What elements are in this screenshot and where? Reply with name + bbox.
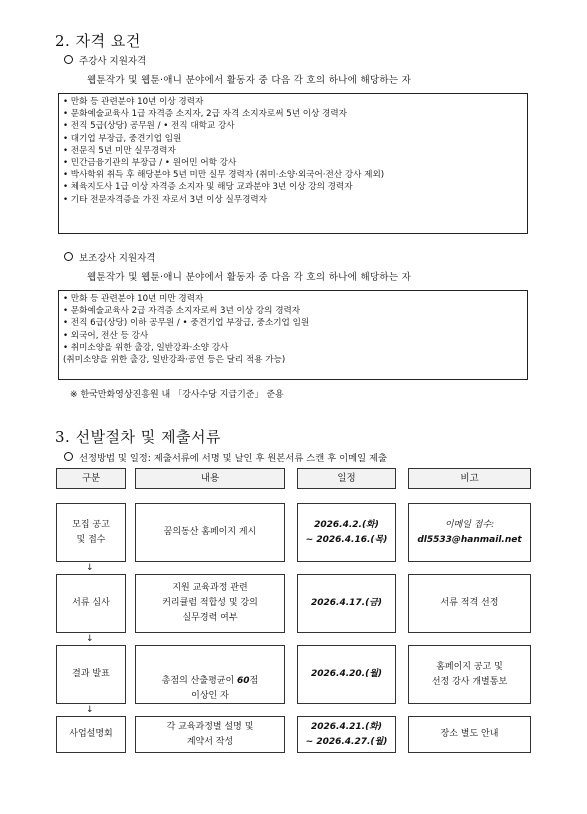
list-item: • 기타 전문자격증을 가진 자로서 3년 이상 실무경력자 [63, 194, 267, 205]
down-arrow-icon: ↓ [86, 705, 94, 715]
circle-bullet-icon [64, 55, 73, 64]
row-briefing-content: 각 교육과정별 설명 및 계약서 작성 [135, 716, 285, 753]
row-result-note: 홈페이지 공고 및 선정 강사 개별통보 [408, 645, 531, 704]
header-category: 구분 [56, 468, 126, 489]
down-arrow-icon: ↓ [86, 634, 94, 644]
selection-method [64, 450, 387, 464]
list-item: • 만화 등 관련분야 10년 미만 경력자 [63, 294, 204, 304]
email-label: 이메일 접수: [444, 519, 495, 530]
row-recruit-content: 꿈의동산 홈페이지 게시 [135, 503, 285, 562]
main-qualification-box [58, 93, 528, 234]
result-content-a: 총점의 산출평균이 [161, 676, 238, 686]
list-item: • 박사학위 취득 후 해당분야 5년 미만 실무 경력자 (취미·소양·외국어·전산 강사 제외) [63, 170, 385, 181]
selection-method-text: 선정방법 및 일정: 제출서류에 서명 및 날인 후 원본서류 스캔 후 이메일 제출 [79, 453, 388, 464]
row-recruit-category: 모집 공고 및 접수 [56, 503, 126, 562]
list-item: • 전문직 5년 미만 실무경력자 [63, 145, 176, 156]
list-item: • 문화예술교육사 2급 자격증 소지자로써 3년 이상 강의 경력자 [63, 306, 301, 317]
list-item: • 전직 6급(상당) 이하 공무원 / • 중견기업 부장급, 중소기업 임원 [63, 318, 310, 329]
section-3-title: 3. 선발절차 및 제출서류 [55, 428, 222, 446]
header-schedule: 일정 [297, 468, 396, 489]
assistant-instructor-desc: 웹툰작가 및 웹툰·애니 분야에서 활동자 중 다음 각 호의 하나에 해당하는 자 [87, 272, 412, 283]
circle-bullet-icon [64, 452, 73, 461]
assistant-instructor-heading-text: 보조강사 지원자격 [79, 253, 156, 264]
list-item: • 전직 5급(상당) 공무원 / • 전직 대학교 강사 [63, 121, 235, 132]
list-item: • 외국어, 전산 등 강사 [63, 330, 149, 341]
circle-bullet-icon [64, 252, 73, 261]
row-screening-schedule: 2026.4.17.(금) [297, 574, 396, 633]
result-content-score: 60 [237, 676, 250, 686]
main-instructor-heading-text: 주강사 지원자격 [79, 56, 147, 67]
down-arrow-icon: ↓ [86, 563, 94, 573]
row-recruit-note [408, 503, 531, 562]
list-item: • 민간금융기관의 부장급 / • 원어민 어학 강사 [63, 157, 237, 168]
section-2-title: 2. 자격 요건 [55, 32, 141, 50]
assistant-qualification-box [58, 290, 528, 380]
row-screening-category: 서류 심사 [56, 574, 126, 633]
row-screening-note: 서류 적격 선정 [408, 574, 531, 633]
list-item: • 만화 등 관련분야 10년 이상 경력자 [63, 97, 204, 107]
row-briefing-note: 장소 별도 안내 [408, 716, 531, 753]
allowance-note: ※ 한국만화영상진흥원 내 「강사수당 지급기준」 준용 [70, 390, 284, 400]
header-note: 비고 [408, 468, 531, 489]
row-briefing-schedule: 2026.4.21.(화) ~ 2026.4.27.(월) [297, 716, 396, 753]
assistant-instructor-heading [64, 250, 155, 264]
row-result-category: 결과 발표 [56, 645, 126, 704]
list-item: • 대기업 부장급, 중견기업 임원 [63, 133, 182, 144]
header-content: 내용 [135, 468, 285, 489]
row-briefing-category: 사업설명회 [56, 716, 126, 753]
row-result-content [135, 645, 285, 704]
row-recruit-schedule: 2026.4.2.(화) ~ 2026.4.16.(목) [297, 503, 396, 562]
main-instructor-heading [64, 53, 146, 67]
email-address: dl5533@hanmail.net [417, 534, 522, 545]
list-item: • 체육지도사 1급 이상 자격증 소지자 및 해당 교과분야 3년 이상 강의 경력자 [63, 182, 353, 193]
list-item: (취미소양을 위한 출강, 일반강좌·공연 등은 달리 적용 가능) [63, 354, 286, 365]
main-instructor-desc: 웹툰작가 및 웹툰·애니 분야에서 활동자 중 다음 각 호의 하나에 해당하는 자 [87, 75, 412, 86]
row-result-schedule: 2026.4.20.(월) [297, 645, 396, 704]
list-item: • 문화예술교육사 1급 자격증 소지자, 2급 자격 소지자로써 5년 이상 경력자 [63, 109, 347, 120]
list-item: • 취미소양을 위한 출강, 일반강좌·소양 강사 [63, 342, 229, 353]
row-screening-content: 지원 교육과정 관련 커리큘럼 적합성 및 강의 실무경력 여부 [135, 574, 285, 633]
result-content-c: 점 이상인 자 [191, 676, 259, 701]
